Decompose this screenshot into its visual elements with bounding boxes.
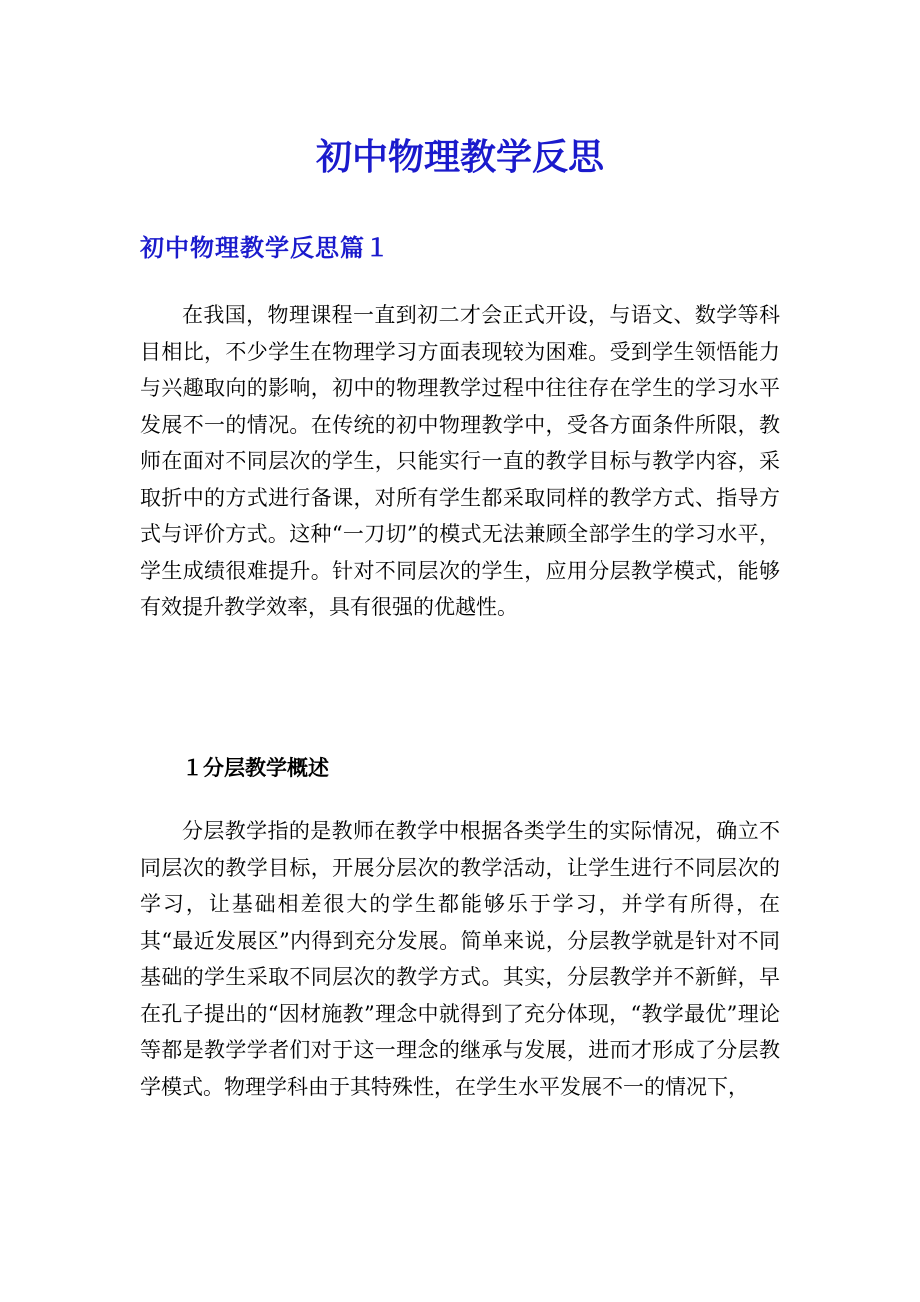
subheading: １分层教学概述	[182, 755, 329, 780]
body-paragraph: 在我国，物理课程一直到初二才会正式开设，与语文、数学等科目相比，不少学生在物理学习方面表现较为困难。受到学生领悟能力与兴趣取向的影响，初中的物理教学过程中往往存在学生的学习水平发展不一的情况。在传统的初中物理教学中，受各方面条件所限，教师在面对不同层次的学生，只能实行一直的教学目标与教学内容，采取折中的方式进行备课，对所有学生都采取同样的教学方式、指导方式与评价方式。这种“一刀切”的模式无法兼顾全部学生的学习水平，学生成绩很难提升。针对不同层次的学生，应用分层教学模式，能够有效提升教学效率，具有很强的优越性。	[140, 303, 780, 619]
body-paragraph: 分层教学指的是教师在教学中根据各类学生的实际情况，确立不同层次的教学目标，开展分层次的教学活动，让学生进行不同层次的学习，让基础相差很大的学生都能够乐于学习，并学有所得，在其“最近发展区”内得到充分发展。简单来说，分层教学就是针对不同基础的学生采取不同层次的教学方式。其实，分层教学并不新鲜，早在孔子提出的“因材施教”理念中就得到了充分体现，“教学最优”理论等都是教学学者们对于这一理念的继承与发展，进而才形成了分层教学模式。物理学科由于其特殊性，在学生水平发展不一的情况下，	[140, 819, 780, 1099]
document-title: 初中物理教学反思	[315, 136, 604, 178]
section-title: 初中物理教学反思篇１	[140, 233, 390, 262]
